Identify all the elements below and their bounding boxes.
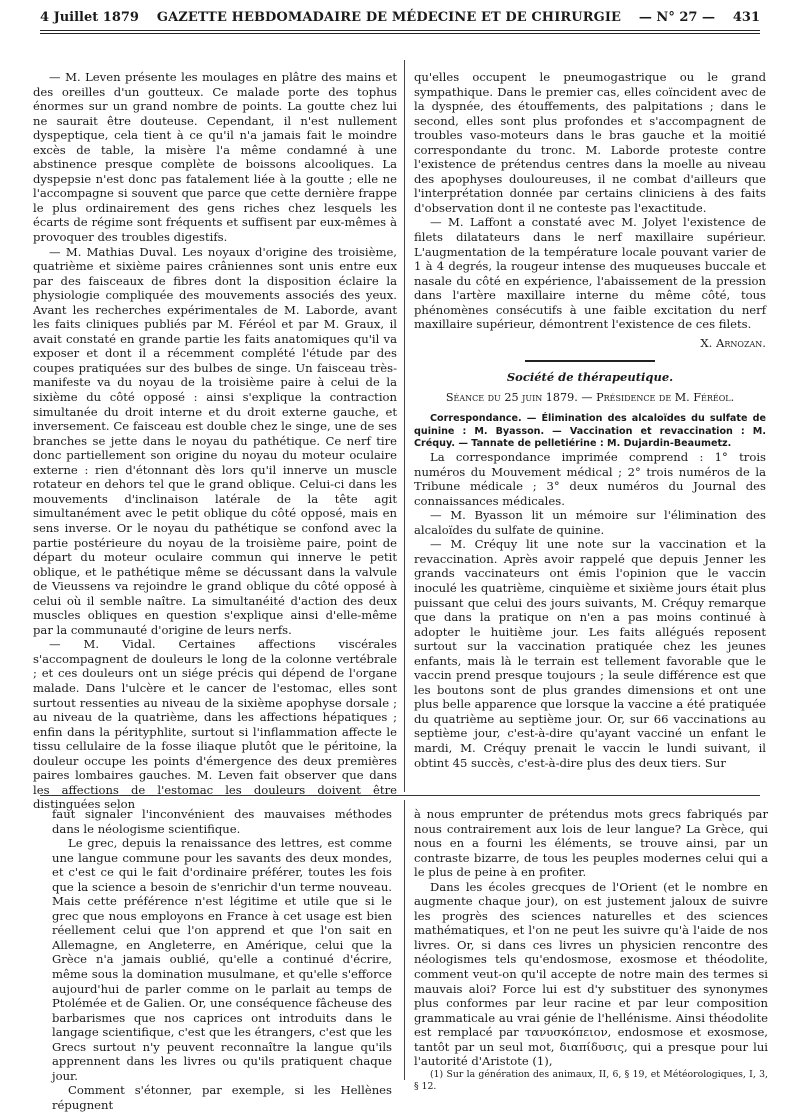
column-top-right [414,70,766,770]
seance-line: Séance du 25 juin 1879. — Présidence de M. Féréol. [445,390,735,404]
paragraph-hellenes: Comment s'étonner, par exemple, si les Hellènes répugnent [52,1083,392,1112]
header-date: 4 Juillet 1879 [40,9,139,25]
paragraph-laffont: — M. Laffont a constaté avec M. Jolyet l'existence de filets dilatateurs dans le nerf maxillaire supérieur. L'augmentation de la température locale pouvant varier de 1 à 4 degrés, la rougeur intense des muqueuses buccale et nasale du côté en expérience, l'abaissement de la pression dans l'artère maxillaire interne du même côté, tous phénomènes consécutifs à une faible excitation du nerf maxillaire supérieur, démontrent l'existence de ces filets. [414,215,766,332]
paragraph-correspondance: La correspondance imprimée comprend : 1° trois numéros du Mouvement médical ; 2° trois numéros de la Tribune médicale ; 3° deux numéros du Journal des connaissances médicales. [414,450,766,508]
column-divider-bottom [404,800,405,1080]
session-summary: Correspondance. — Élimination des alcaloïdes du sulfate de quinine : M. Byasson. — Vaccination et revaccination : M. Créquy. — Tannate de pelletiérine : M. Dujardin-Beaumetz. [414,413,766,449]
column-divider-top [404,60,405,792]
paragraph-vidal: — M. Vidal. Certaines affections viscérales s'accompagnent de douleurs le long de la colonne vertébrale ; et ces douleurs ont un siége précis qui dépend de l'organe malade. Dans l'ulcère et le cancer de l'estomac, elles sont surtout ressenties au niveau de la sixième apophyse dorsale ; au niveau de la quatrième, dans les affections hépatiques ; enfin dans la pérityphlite, surtout si l'inflammation affecte le tissu cellulaire de la fosse iliaque plutôt que le péritoine, la douleur occupe les points d'émergence des deux premières paires lombaires gauches. M. Leven fait observer que dans les affections de l'estomac les douleurs doivent être distinguées selon [33,637,397,812]
paragraph-byasson: — M. Byasson lit un mémoire sur l'élimination des alcaloïdes du sulfate de quinine. [414,508,766,537]
section-rule [525,360,655,362]
header-title: GAZETTE HEBDOMADAIRE DE MÉDECINE ET DE CHIRURGIE [156,9,622,25]
header-rule-double [40,33,760,34]
page-header [40,6,760,28]
paragraph-grec: Le grec, depuis la renaissance des lettres, est comme une langue commune pour les savants des deux mondes, et c'est ce qui le fait d'ordinaire préférer, toutes les fois que la science a besoin de s'enrichir d'un terme nouveau. Mais cette préférence n'est légitime et utile que si le grec que nous employons en France à cet usage est bien réellement celui que l'on apprend et que l'on sait en Allemagne, en Angleterre, en Amérique, celui que la Grèce n'a jamais oublié, qu'elle a continué d'écrire, même sous la domination musulmane, et qu'elle s'efforce aujourd'hui de parler comme on le parlait au temps de Ptolémée et de Galien. Or, une conséquence fâcheuse des barbarismes que nos caprices ont introduits dans le langage scientifique, c'est que les étrangers, c'est que les Grecs surtout n'y peuvent reconnaître la langue qu'ils apprennent dans les livres ou qu'ils pratiquent chaque jour. [52,836,392,1083]
header-rule [40,30,760,31]
paragraph-ecoles: Dans les écoles grecques de l'Orient (et le nombre en augmente chaque jour), on est justement jaloux de suivre les progrès des sciences naturelles et des sciences mathématiques, et l'on ne peut les suivre qu'à l'aide de nos livres. Or, si dans ces livres un physicien rencontre des néologismes tels qu'endosmose, exosmose et théodolite, comment veut-on qu'il accepte de notre main des termes si mauvais aloi? Force lui est d'y substituer des synonymes plus conformes par leur racine et par leur composition grammaticale au vrai génie de l'hellénisme. Ainsi théodolite est remplacé par τανυσκόπειον, endosmose et exosmose, tantôt par un seul mot, διαπίδυσις, qui a presque pour lui l'autorité d'Aristote (1), [414,879,768,1069]
column-top-left [33,70,397,812]
paragraph-emprunter: à nous emprunter de prétendus mots grecs fabriqués par nous contrairement aux lois de leur langue? La Grèce, qui nous en a fourni les éléments, se trouve ainsi, par un contraste bizarre, de tous les peuples modernes celui qui a le plus de peine à en profiter. [414,807,768,880]
column-bottom-right [414,807,768,1093]
footnote: (1) Sur la génération des animaux, II, 6, § 19, et Météorologiques, I, 3, § 12. [414,1068,768,1092]
paragraph-duval: — M. Mathias Duval. Les noyaux d'origine des troisième, quatrième et sixième paires crâniennes sont unis entre eux par des faisceaux de fibres dont la disposition éclaire la physiologie compliquée des mouvements associés des yeux. Avant les recherches expérimentales de M. Laborde, avant les faits cliniques publiés par M. Féréol et par M. Graux, il avait constaté en grande partie les faits anatomiques qu'il va exposer et dont il a récemment complété l'étude par des coupes pratiquées sur des bulbes de singe. Un faisceau très-manifeste va du noyau de la troisième paire à celui de la sixième du côté opposé : ainsi s'explique la contraction simultanée du droit interne et du droit externe gauche, et inversement. Ce faisceau est double chez le singe, une de ses branches se jette dans le noyau du pathétique. Ce nerf tire donc partiellement son origine du noyau du moteur oculaire externe : rien d'étonnant dès lors qu'il innerve un muscle rotateur en dehors tel que le grand oblique. Celui-ci dans les mouvements d'inclinaison latérale de la tête agit simultanément avec le petit oblique du côté opposé, mais en sens inverse. Or le noyau du pathétique se confond avec la partie postérieure du noyau de la troisième paire, point de départ du moteur oculaire commun qui innerve le petit oblique, et le pathétique même se décussant dans la valvule de Vieussens va rejoindre le grand oblique du côté opposé à celui où il semble naître. La simultanéité d'action des deux muscles obliques en question s'explique ainsi d'elle-même par la communauté d'origine de leurs nerfs. [33,244,397,637]
signature: X. Arnozan. [700,335,766,350]
column-bottom-left [52,807,392,1112]
society-title: Société de thérapeutique. [506,370,674,385]
header-page-number: 431 [732,9,760,25]
paragraph-continuation: qu'elles occupent le pneumogastrique ou le grand sympathique. Dans le premier cas, elles coïncident avec de la dyspnée, des étouffements, des palpitations ; dans le second, elles sont plus profondes et s'accompagnent de troubles vaso-moteurs dans le bras gauche et la moitié correspondante du tronc. M. Laborde proteste contre l'existence de prétendus centres dans la moelle au niveau des apophyses douloureuses, il ne combat d'ailleurs que l'interprétation donnée par certains cliniciens à des faits d'observation dont il ne conteste pas l'exactitude. [414,70,766,215]
paragraph-neologisme: faut signaler l'inconvénient des mauvaises méthodes dans le néologisme scientifique. [52,807,392,836]
header-issue: — N° 27 — [638,9,715,25]
paragraph-leven: — M. Leven présente les moulages en plâtre des mains et des oreilles d'un goutteux. Ce malade porte des tophus énormes sur un grand nombre de points. La goutte chez lui ne saurait être douteuse. Cependant, il n'est nullement dyspeptique, cela tient à ce qu'il n'a jamais fait le moindre excès de table, la misère l'a même condamné à une abstinence presque complète de boissons alcooliques. La dyspepsie n'est donc pas fatalement liée à la goutte ; elle ne l'accompagne si souvent que parce que cette dernière frappe le plus ordinairement des gens riches chez lesquels les écarts de régime sont fréquents et suffisent par eux-mêmes à provoquer des troubles digestifs. [33,70,397,245]
paragraph-crequy: — M. Créquy lit une note sur la vaccination et la revaccination. Après avoir rappelé que depuis Jenner les grands vaccinateurs ont émis l'opinion que le vaccin inoculé les quatrième, cinquième et sixième jours était plus puissant que celui des jours suivants, M. Créquy remarque que dans la pratique on n'en a pas moins continué à adopter le huitième jour. Les faits allégués reposent surtout sur la vaccination pratiquée chez les jeunes enfants, mais là le terrain est tellement favorable que le vaccin prend presque toujours ; la seule différence est que les boutons sont de plus grandes dimensions et ont une plus belle apparence que lorsque la vaccine a été pratiquée du quatrième au septième jour. Or, sur 66 vaccinations au septième jour, c'est-à-dire qu'ayant vacciné un enfant le mardi, M. Créquy prenait le vaccin le lundi suivant, il obtint 45 succès, c'est-à-dire plus des deux tiers. Sur [414,537,766,770]
